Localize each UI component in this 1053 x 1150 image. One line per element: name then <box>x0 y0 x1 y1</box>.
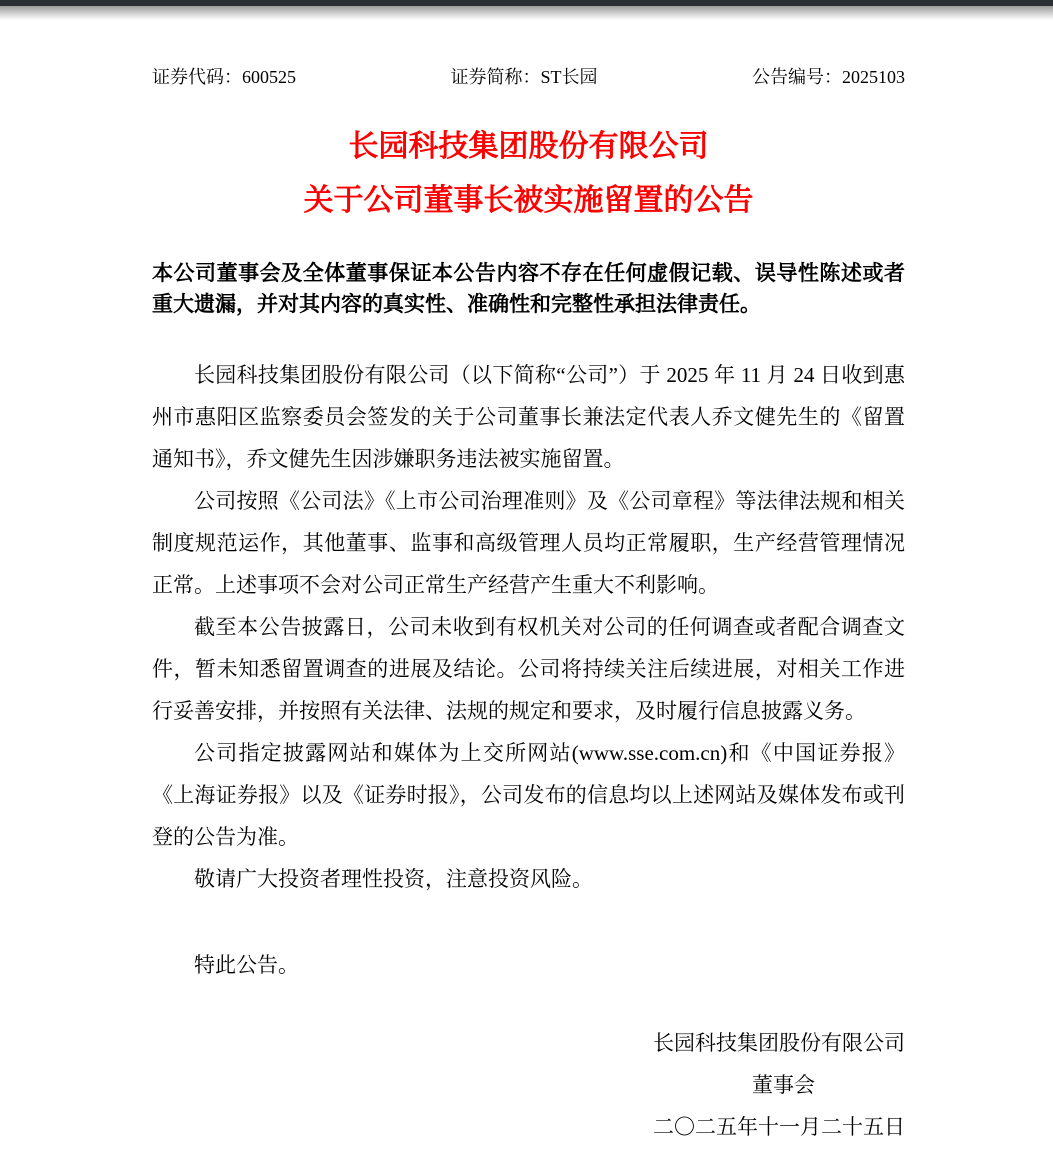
announcement-page <box>0 66 1053 1148</box>
body-paragraph: 公司按照《公司法》《上市公司治理准则》及《公司章程》等法律法规和相关制度规范运作，其他董事、监事和高级管理人员均正常履职，生产经营管理情况正常。上述事项不会对公司正常生产经营产生重大不利影响。 <box>152 489 905 597</box>
closing-statement: 特此公告。 <box>194 953 299 977</box>
stock-name-value: ST长园 <box>540 67 598 87</box>
stock-name <box>450 66 597 88</box>
doc-title-line1: 长园科技集团股份有限公司 <box>348 130 709 163</box>
doc-header <box>152 66 905 88</box>
board-declaration: 本公司董事会及全体董事保证本公告内容不存在任何虚假记载、误导性陈述或者重大遗漏，并对其内容的真实性、准确性和完整性承担法律责任。 <box>152 261 905 316</box>
announcement-no-label: 公告编号： <box>751 67 842 87</box>
body-paragraph: 公司指定披露网站和媒体为上交所网站(www.sse.com.cn)和《中国证券报》《上海证券报》以及《证券时报》，公司发布的信息均以上述网站及媒体发布或刊登的公告为准。 <box>152 741 905 849</box>
doc-body <box>152 354 905 986</box>
doc-title-line2: 关于公司董事长被实施留置的公告 <box>303 184 754 217</box>
viewer-chrome-shadow <box>0 6 1053 20</box>
signature-date: 二〇二五年十一月二十五日 <box>653 1115 905 1139</box>
signature-company: 长园科技集团股份有限公司 <box>653 1031 905 1055</box>
stock-code <box>152 66 296 88</box>
stock-code-value: 600525 <box>242 67 296 87</box>
body-paragraph: 长园科技集团股份有限公司（以下简称“公司”）于 2025 年 11 月 24 日收到惠州市惠阳区监察委员会签发的关于公司董事长兼法定代表人乔文健先生的《留置通知书》，乔文健先生因涉嫌职务违法被实施留置。 <box>152 363 905 471</box>
doc-title <box>152 120 905 228</box>
signature-block <box>152 1022 905 1148</box>
announcement-no-value: 2025103 <box>841 67 905 87</box>
stock-code-label: 证券代码： <box>152 67 242 87</box>
body-paragraph: 截至本公告披露日，公司未收到有权机关对公司的任何调查或者配合调查文件，暂未知悉留置调查的进展及结论。公司将持续关注后续进展，对相关工作进行妥善安排，并按照有关法律、法规的规定和要求，及时履行信息披露义务。 <box>152 615 905 723</box>
body-paragraph: 敬请广大投资者理性投资，注意投资风险。 <box>194 867 593 891</box>
stock-name-label: 证券简称： <box>450 67 541 87</box>
announcement-no <box>752 66 905 88</box>
signature-board: 董事会 <box>752 1073 815 1097</box>
